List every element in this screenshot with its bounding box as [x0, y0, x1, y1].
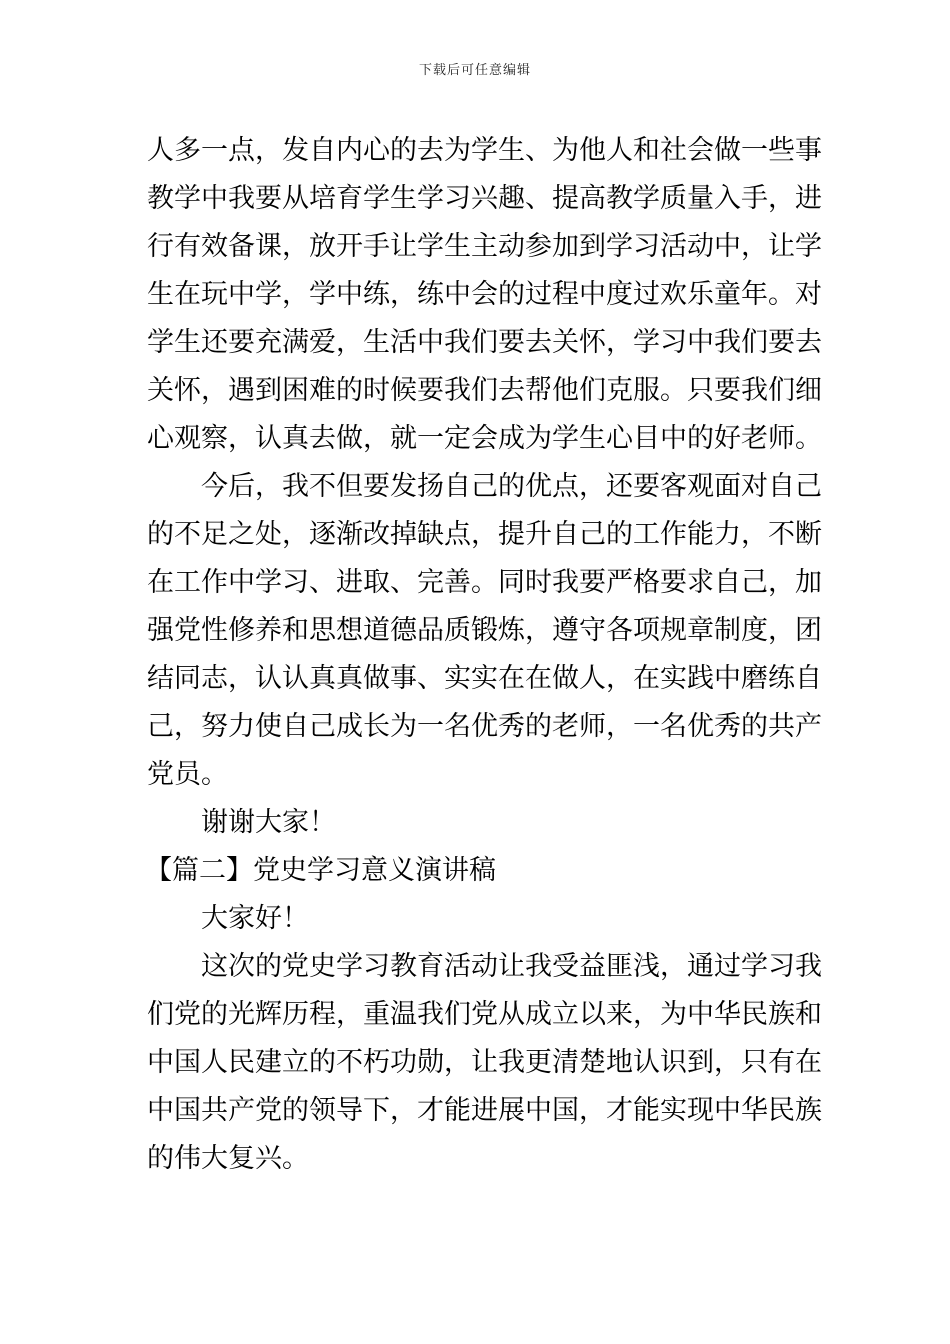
heading-line: 【篇二】党史学习意义演讲稿: [145, 855, 496, 886]
text-line: 中国人民建立的不朽功勋，让我更清楚地认识到，只有在: [147, 1047, 822, 1078]
text-line: 中国共产党的领导下，才能进展中国，才能实现中华民族: [147, 1095, 822, 1126]
text-line: 党员。: [147, 759, 228, 790]
section-heading: [147, 847, 809, 895]
text-line: 学生还要充满爱，生活中我们要去关怀，学习中我们要去: [147, 327, 822, 358]
paragraph: [147, 127, 822, 463]
paragraph: [147, 463, 822, 799]
paragraph: [147, 895, 809, 943]
text-line: 们党的光辉历程，重温我们党从成立以来，为中华民族和: [147, 999, 822, 1030]
page-header: 下载后可任意编辑: [418, 63, 531, 78]
text-line: 生在玩中学，学中练，练中会的过程中度过欢乐童年。对: [147, 279, 822, 310]
text-line: 的伟大复兴。: [147, 1143, 309, 1174]
text-line: 强党性修养和思想道德品质锻炼，遵守各项规章制度，团: [147, 615, 822, 646]
text-line: 关怀，遇到困难的时候要我们去帮他们克服。只要我们细: [147, 375, 822, 406]
paragraph: [147, 799, 809, 847]
text-line: 心观察，认真去做，就一定会成为学生心目中的好老师。: [147, 423, 822, 454]
text-line: 在工作中学习、进取、完善。同时我要严格要求自己，加: [147, 567, 822, 598]
text-line: 的不足之处，逐渐改掉缺点，提升自己的工作能力，不断: [147, 519, 822, 550]
text-line: 谢谢大家！: [201, 807, 336, 838]
paragraph: [147, 943, 822, 1183]
text-line: 教学中我要从培育学生学习兴趣、提高教学质量入手，进: [147, 183, 822, 214]
text-line: 今后，我不但要发扬自己的优点，还要客观面对自己: [201, 471, 822, 502]
text-line: 己，努力使自己成长为一名优秀的老师，一名优秀的共产: [147, 711, 822, 742]
text-line: 行有效备课，放开手让学生主动参加到学习活动中，让学: [147, 231, 822, 262]
text-line: 这次的党史学习教育活动让我受益匪浅，通过学习我: [201, 951, 822, 982]
text-line: 结同志，认认真真做事、实实在在做人，在实践中磨练自: [147, 663, 822, 694]
text-line: 大家好！: [201, 903, 309, 934]
text-line: 人多一点，发自内心的去为学生、为他人和社会做一些事: [147, 135, 822, 166]
document-body: [145, 127, 822, 1183]
